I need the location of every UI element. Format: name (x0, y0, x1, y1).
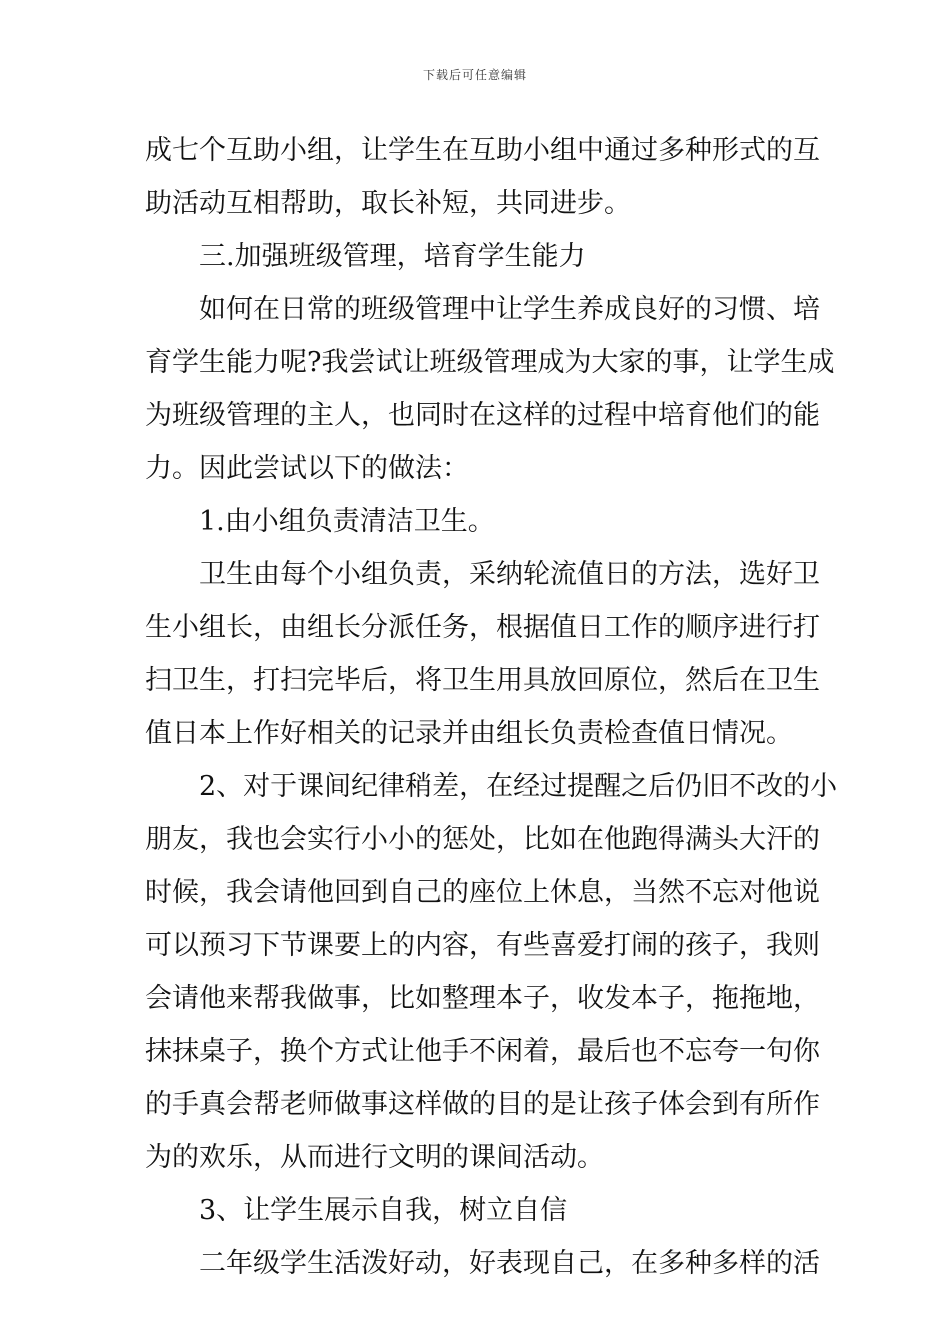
text-line: 会请他来帮我做事，比如整理本子，收发本子，拖拖地， (145, 983, 820, 1014)
text-line: 朋友，我也会实行小小的惩处，比如在他跑得满头大汗的 (145, 824, 820, 855)
text-line: 成七个互助小组，让学生在互助小组中通过多种形式的互 (145, 135, 820, 166)
text-line: 卫生由每个小组负责，采纳轮流值日的方法，选好卫 (199, 559, 820, 590)
text-line: 扫卫生，打扫完毕后，将卫生用具放回原位，然后在卫生 (145, 665, 820, 696)
document-body (145, 124, 838, 1290)
text-line: 为班级管理的主人，也同时在这样的过程中培育他们的能 (145, 400, 820, 431)
text-line: 的手真会帮老师做事这样做的目的是让孩子体会到有所作 (145, 1089, 820, 1120)
text-line: 为的欢乐，从而进行文明的课间活动。 (145, 1142, 604, 1173)
text-line: 育学生能力呢?我尝试让班级管理成为大家的事，让学生成 (145, 347, 835, 378)
text-line: 如何在日常的班级管理中让学生养成良好的习惯、培 (199, 294, 820, 325)
text-line: 助活动互相帮助，取长补短，共同进步。 (145, 188, 631, 219)
text-line: 值日本上作好相关的记录并由组长负责检查值日情况。 (145, 718, 793, 749)
text-line: 生小组长，由组长分派任务，根据值日工作的顺序进行打 (145, 612, 820, 643)
text-line: 力。因此尝试以下的做法： (145, 453, 469, 484)
section-heading: 三.加强班级管理，培育学生能力 (199, 241, 586, 272)
text-line: 二年级学生活泼好动，好表现自己，在多种多样的活 (199, 1248, 820, 1279)
list-item-heading: 1.由小组负责清洁卫生。 (199, 506, 495, 537)
text-line: 时候，我会请他回到自己的座位上休息，当然不忘对他说 (145, 877, 820, 908)
text-line: 抹抹桌子，换个方式让他手不闲着，最后也不忘夸一句你 (145, 1036, 820, 1067)
page-header: 下载后可任意编辑 (422, 68, 527, 82)
text-line: 2、对于课间纪律稍差，在经过提醒之后仍旧不改的小 (199, 771, 838, 802)
text-line: 可以预习下节课要上的内容，有些喜爱打闹的孩子，我则 (145, 930, 820, 961)
list-item-heading: 3、让学生展示自我，树立自信 (199, 1195, 568, 1226)
